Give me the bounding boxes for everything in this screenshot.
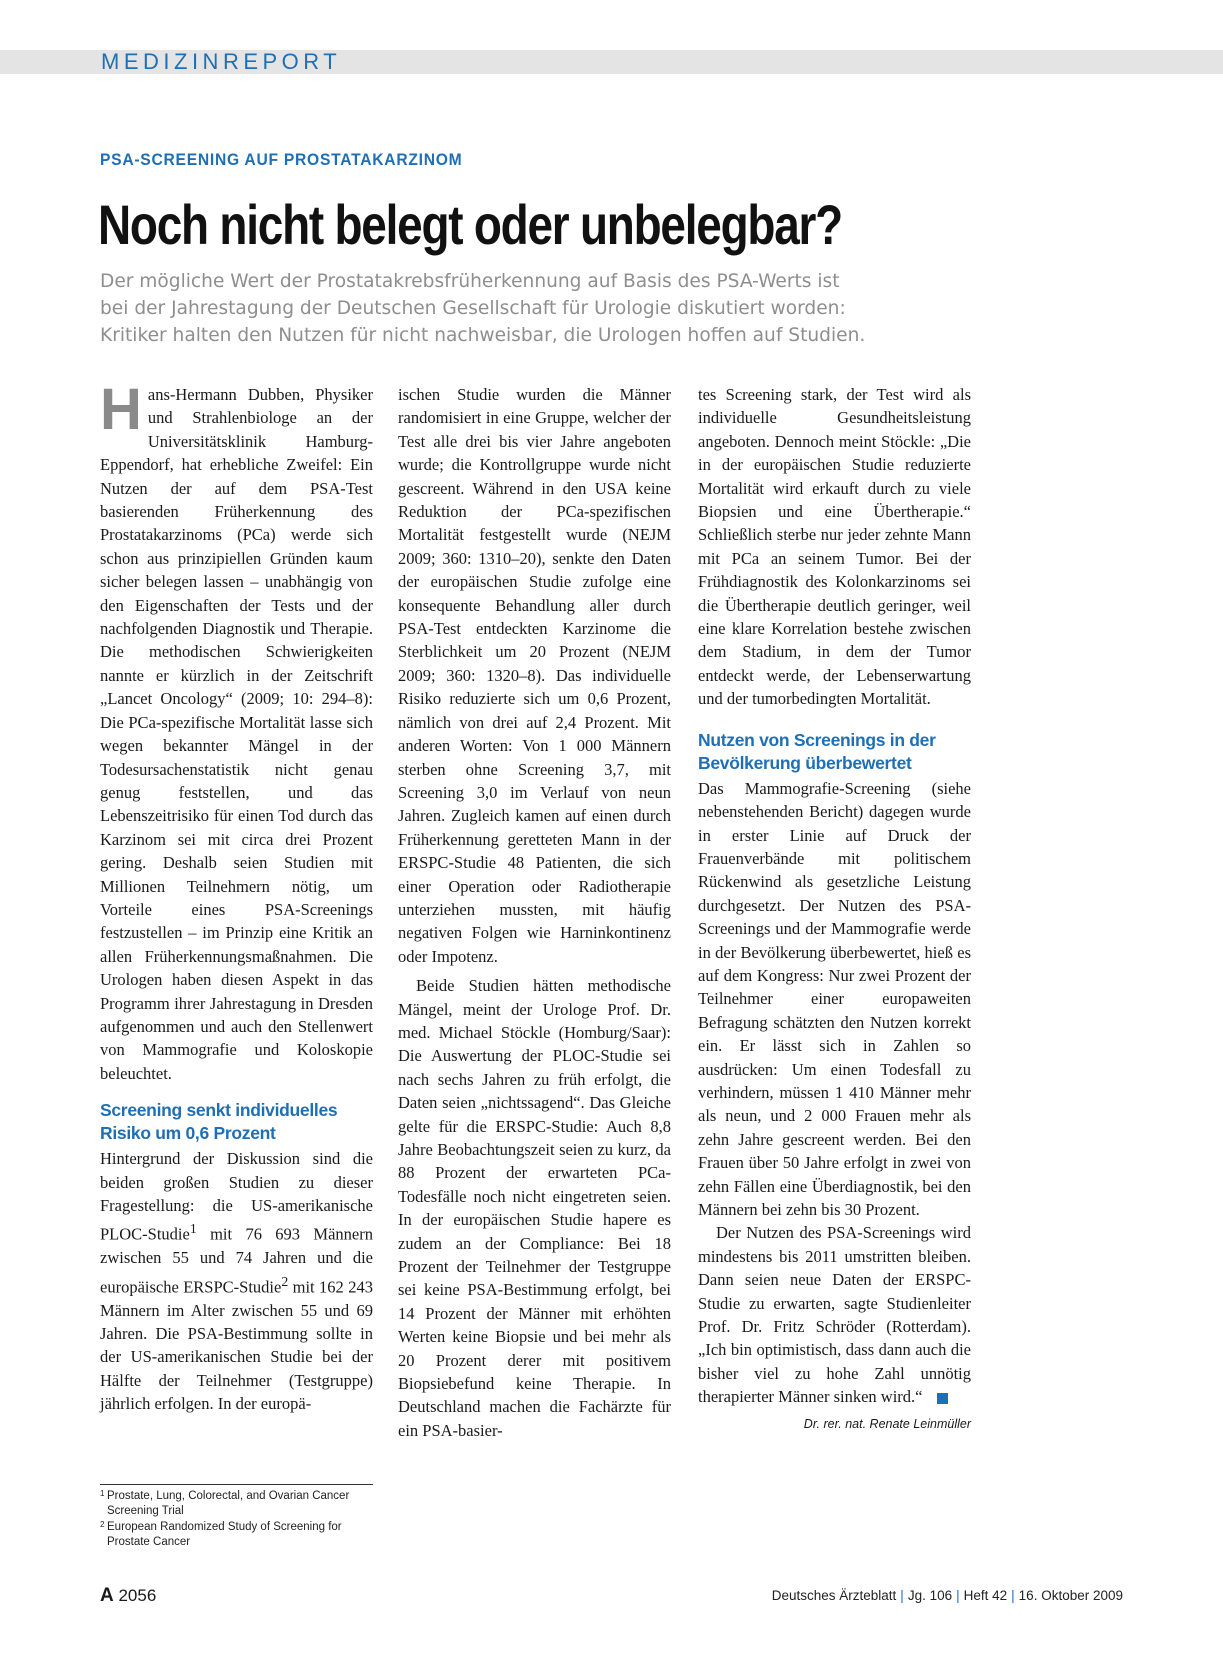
subheading: Screening senkt individuelles Risiko um 0,6 Prozent	[100, 1100, 338, 1144]
paragraph: Beide Studien hätten methodische Mängel, meint der Urologe Prof. Dr. med. Michael Stöckle (Homburg/Saar): Die Auswertung der PLOC-Studie sei nach sechs Jahren zu früh erfolgt, die Daten seien „nichtssagend“. Das Gleiche gelte für die ERSPC-Studie: Auch 8,8 Jahre Beobachtungszeit seien zu kurz, da 88 Prozent der erwarteten PCa-Todesfälle noch nicht eingetreten seien. In der europäischen Studie hapere es zudem an der Compliance: Bei 18 Prozent der Teilnehmer der Testgruppe sei keine PSA-Bestimmung erfolgt, bei 14 Prozent der Männer mit erhöhten Werten keine Biopsie und bei mehr als 20 Prozent derer mit positivem Biopsiebefund keine Therapie. In Deutschland machen die Fachärzte für ein PSA-basier-	[398, 976, 671, 1440]
paragraph: ischen Studie wurden die Männer randomisiert in eine Gruppe, welcher der Test alle drei bis vier Jahre angeboten wurde; die Kontrollgruppe wurde nicht gescreent. Während in den USA keine Reduktion der PCa-spezifischen Mortalität festgestellt wurde (NEJM 2009; 360: 1310–20), senkte den Daten der europäischen Studie zufolge eine konsequente Behandlung aller durch PSA-Test entdeckten Karzinome die Sterblichkeit um 20 Prozent (NEJM 2009; 360: 1320–8). Das individuelle Risiko reduzierte sich um 0,6 Prozent, nämlich von drei auf 2,4 Prozent. Mit anderen Worten: Von 1 000 Männern sterben ohne Screening 3,7, mit Screening 3,0 im Verlauf von neun Jahren. Zugleich kamen auf einen durch Früherkennung geretteten Mann in der ERSPC-Studie 48 Patienten, die sich einer Operation oder Radiotherapie unterziehen mussten, mit häufig negativen Folgen wie Harninkontinenz oder Impotenz.	[398, 385, 671, 966]
article-kicker: PSA-SCREENING AUF PROSTATAKARZINOM	[100, 150, 463, 169]
article-headline: Noch nicht belegt oder unbelegbar?	[98, 193, 842, 256]
footnote-ref: 2	[281, 1273, 289, 1289]
lead-line: bei der Jahrestagung der Deutschen Gesellschaft für Urologie diskutiert worden:	[100, 298, 846, 319]
section-label: MEDIZINREPORT	[101, 49, 342, 74]
text-column-2	[398, 383, 671, 1442]
paragraph: tes Screening stark, der Test wird als individuelle Gesundheitsleistung angeboten. Dennoch meint Stöckle: „Die in der europäischen Studie reduzierte Mortalität wird erkauft durch zu viele Biopsien und eine Übertherapie.“ Schließlich sterbe nur jeder zehnte Mann mit PCa an seinem Tumor. Bei der Frühdiagnostik des Kolonkarzinoms sei die Übertherapie deutlich geringer, weil eine klare Korrelation bestehe zwischen dem Stadium, in dem der Tumor entdeckt werde, der Lebenserwartung und der tumorbedingten Mortalität.	[698, 385, 971, 709]
text-column-1	[100, 377, 373, 1416]
journal-issue: Heft 42	[963, 1588, 1008, 1603]
page-number: A 2056	[100, 1585, 157, 1606]
subheading: Nutzen von Screenings in der Bevölkerung überbewertet	[698, 729, 936, 773]
journal-name: Deutsches Ärzteblatt	[771, 1588, 897, 1603]
drop-cap: H	[100, 377, 142, 442]
article-lead	[100, 268, 970, 349]
journal-footer: Deutsches Ärzteblatt | Jg. 106 | Heft 42 | 16. Oktober 2009	[771, 1588, 1123, 1603]
text-column-3	[698, 383, 971, 1436]
lead-line: Der mögliche Wert der Prostatakrebsfrüherkennung auf Basis des PSA-Werts ist	[100, 271, 840, 292]
end-mark-icon	[937, 1393, 948, 1404]
paragraph: Das Mammografie-Screening (siehe nebenstehenden Bericht) dagegen wurde in erster Linie auf Druck der Frauenverbände mit politischem Rückenwind als gesetzliche Leistung durchgesetzt. Der Nutzen des PSA-Screenings und der Mammografie werde in der Bevölkerung überbewertet, hieß es auf dem Kongress: Nur zwei Prozent der Teilnehmer einer europaweiten Befragung schätzten den Nutzen korrekt ein. Er lässt sich in Zahlen so ausdrücken: Um einen Todesfall zu verhindern, müssen 1 410 Männer mehr als neun, und 2 000 Frauen mehr als zehn Jahre gescreent werden. Bei den Frauen über 50 Jahre erfolgt in zwei von zehn Fällen eine Überdiagnostik, bei den Männern bei zehn bis 30 Prozent.	[698, 778, 971, 1219]
footnote-ref: 1	[189, 1221, 197, 1237]
footnote: 1 Prostate, Lung, Colorectal, and Ovarian Cancer Screening Trial	[100, 1489, 350, 1517]
journal-date: 16. Oktober 2009	[1018, 1588, 1123, 1603]
paragraph: Der Nutzen des PSA-Screenings wird mindestens bis 2011 umstritten bleiben. Dann seien neue Daten der ERSPC-Studie zu erwarten, sagte Studienleiter Prof. Dr. Fritz Schröder (Rotterdam). „Ich bin optimistisch, dass dann auch die bisher viel zu hohe Zahl unnötig therapierter Männer sinken wird.“	[698, 1223, 971, 1407]
lead-line: Kritiker halten den Nutzen für nicht nachweisbar, die Urologen hoffen auf Studien.	[100, 325, 866, 346]
footnote: 2 European Randomized Study of Screening for Prostate Cancer	[100, 1520, 342, 1548]
footnotes	[100, 1484, 373, 1551]
paragraph: Hans-Hermann Dubben, Physiker und Strahlenbiologe an der Universitätsklinik Hamburg-Eppendorf, hat erhebliche Zweifel: Ein Nutzen der auf dem PSA-Test basierenden Früherkennung des Prostatakarzinoms (PCa) werde sich schon aus prinzipiellen Gründen kaum sicher belegen lassen – unabhängig von den Eigenschaften der Tests und der nachfolgenden Diagnostik und Therapie. Die methodischen Schwierigkeiten nannte er kürzlich in der Zeitschrift „Lancet Oncology“ (2009; 10: 294–8): Die PCa-spezifische Mortalität lasse sich wegen bekannter Mängel in der Todesursachenstatistik nicht genau genug feststellen, und das Lebenszeitrisiko für einen Tod durch das Karzinom sei mit circa drei Prozent gering. Deshalb seien Studien mit Millionen Teilnehmern nötig, um Vorteile eines PSA-Screenings festzustellen – im Prinzip eine Kritik an allen Früherkennungsmaßnahmen. Die Urologen haben diesen Aspekt in das Programm ihrer Jahrestagung in Dresden aufgenommen und auch den Stellenwert von Mammografie und Koloskopie beleuchtet.	[100, 377, 373, 1083]
journal-volume: Jg. 106	[907, 1588, 953, 1603]
paragraph: Hintergrund der Diskussion sind die beiden großen Studien zu dieser Fragestellung: die US-amerikanische PLOC-Studie$^1$ mit 76 693 Männern zwischen 55 und 74 Jahren und die europäische ERSPC-Studie$^2$ mit 162 243 Männern im Alter zwischen 55 und 69 Jahren. Die PSA-Bestimmung sollte in der US-amerikanischen Studie bei der Hälfte der Teilnehmer (Testgruppe) jährlich erfolgen. In der europä-	[100, 1149, 373, 1414]
author-byline: Dr. rer. nat. Renate Leinmüller	[803, 1416, 971, 1431]
